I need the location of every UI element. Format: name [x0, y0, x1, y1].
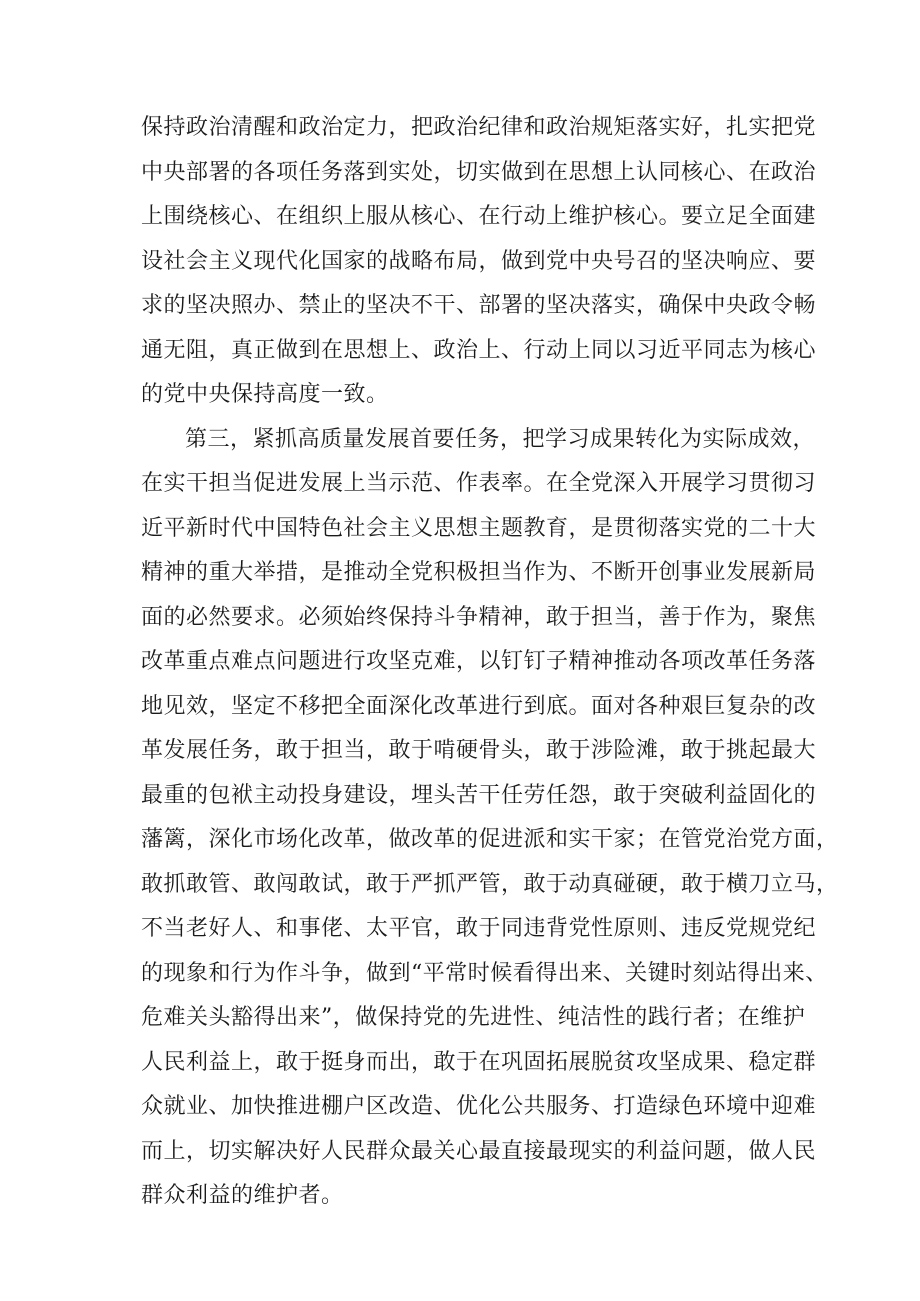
text-line: 上围绕核心、在组织上服从核心、在行动上维护核心。要立足全面建: [141, 204, 817, 229]
paragraph-1: [141, 106, 817, 418]
text-line: 第三，紧抓高质量发展首要任务，把学习成果转化为实际成效，: [185, 426, 816, 452]
text-line: 群众利益的维护者。: [141, 1183, 344, 1208]
text-line: 人民利益上，敢于挺身而出，敢于在巩固拓展脱贫攻坚成果、稳定群: [141, 1049, 817, 1075]
text-line: 最重的包袱主动投身建设，埋头苦干任劳任怨，敢于突破利益固化的: [141, 782, 817, 808]
text-line: 众就业、加快推进棚户区改造、优化公共服务、打造绿色环境中迎难: [141, 1094, 817, 1119]
text-line: 敢抓敢管、敢闯敢试，敢于严抓严管，敢于动真碰硬，敢于横刀立马，: [141, 871, 839, 897]
text-line: 求的坚决照办、禁止的坚决不干、部署的坚决落实，确保中央政令畅: [141, 293, 817, 318]
text-line: 的党中央保持高度一致。: [141, 382, 389, 407]
text-line: 的现象和行为作斗争，做到“平常时候看得出来、关键时刻站得出来、: [141, 960, 828, 986]
text-line: 革发展任务，敢于担当，敢于啃硬骨头，敢于涉险滩，敢于挑起最大: [141, 738, 817, 763]
text-line: 而上，切实解决好人民群众最关心最直接最现实的利益问题，做人民: [141, 1138, 817, 1164]
text-line: 面的必然要求。必须始终保持斗争精神，敢于担当，善于作为，聚焦: [141, 604, 817, 630]
text-line: 保持政治清醒和政治定力，把政治纪律和政治规矩落实好，扎实把党: [141, 115, 817, 140]
text-line: 近平新时代中国特色社会主义思想主题教育，是贯彻落实党的二十大: [141, 515, 817, 541]
text-line: 中央部署的各项任务落到实处，切实做到在思想上认同核心、在政治: [141, 159, 817, 185]
text-line: 设社会主义现代化国家的战略布局，做到党中央号召的坚决响应、要: [141, 248, 817, 274]
text-line: 改革重点难点问题进行攻坚克难，以钉钉子精神推动各项改革任务落: [141, 649, 817, 674]
text-line: 精神的重大举措，是推动全党积极担当作为、不断开创事业发展新局: [141, 560, 817, 585]
text-line: 在实干担当促进发展上当示范、作表率。在全党深入开展学习贯彻习: [141, 471, 817, 496]
text-line: 地见效，坚定不移把全面深化改革进行到底。面对各种艰巨复杂的改: [141, 693, 817, 719]
paragraph-2: [141, 418, 839, 1219]
body-text: [141, 106, 839, 1219]
text-line: 危难关头豁得出来”，做保持党的先进性、纯洁性的践行者；在维护: [141, 1005, 806, 1030]
text-line: 不当老好人、和事佬、太平官，敢于同违背党性原则、违反党规党纪: [141, 916, 817, 941]
text-line: 通无阻，真正做到在思想上、政治上、行动上同以习近平同志为核心: [141, 337, 817, 363]
text-line: 藩篱，深化市场化改革，做改革的促进派和实干家；在管党治党方面，: [141, 827, 839, 852]
